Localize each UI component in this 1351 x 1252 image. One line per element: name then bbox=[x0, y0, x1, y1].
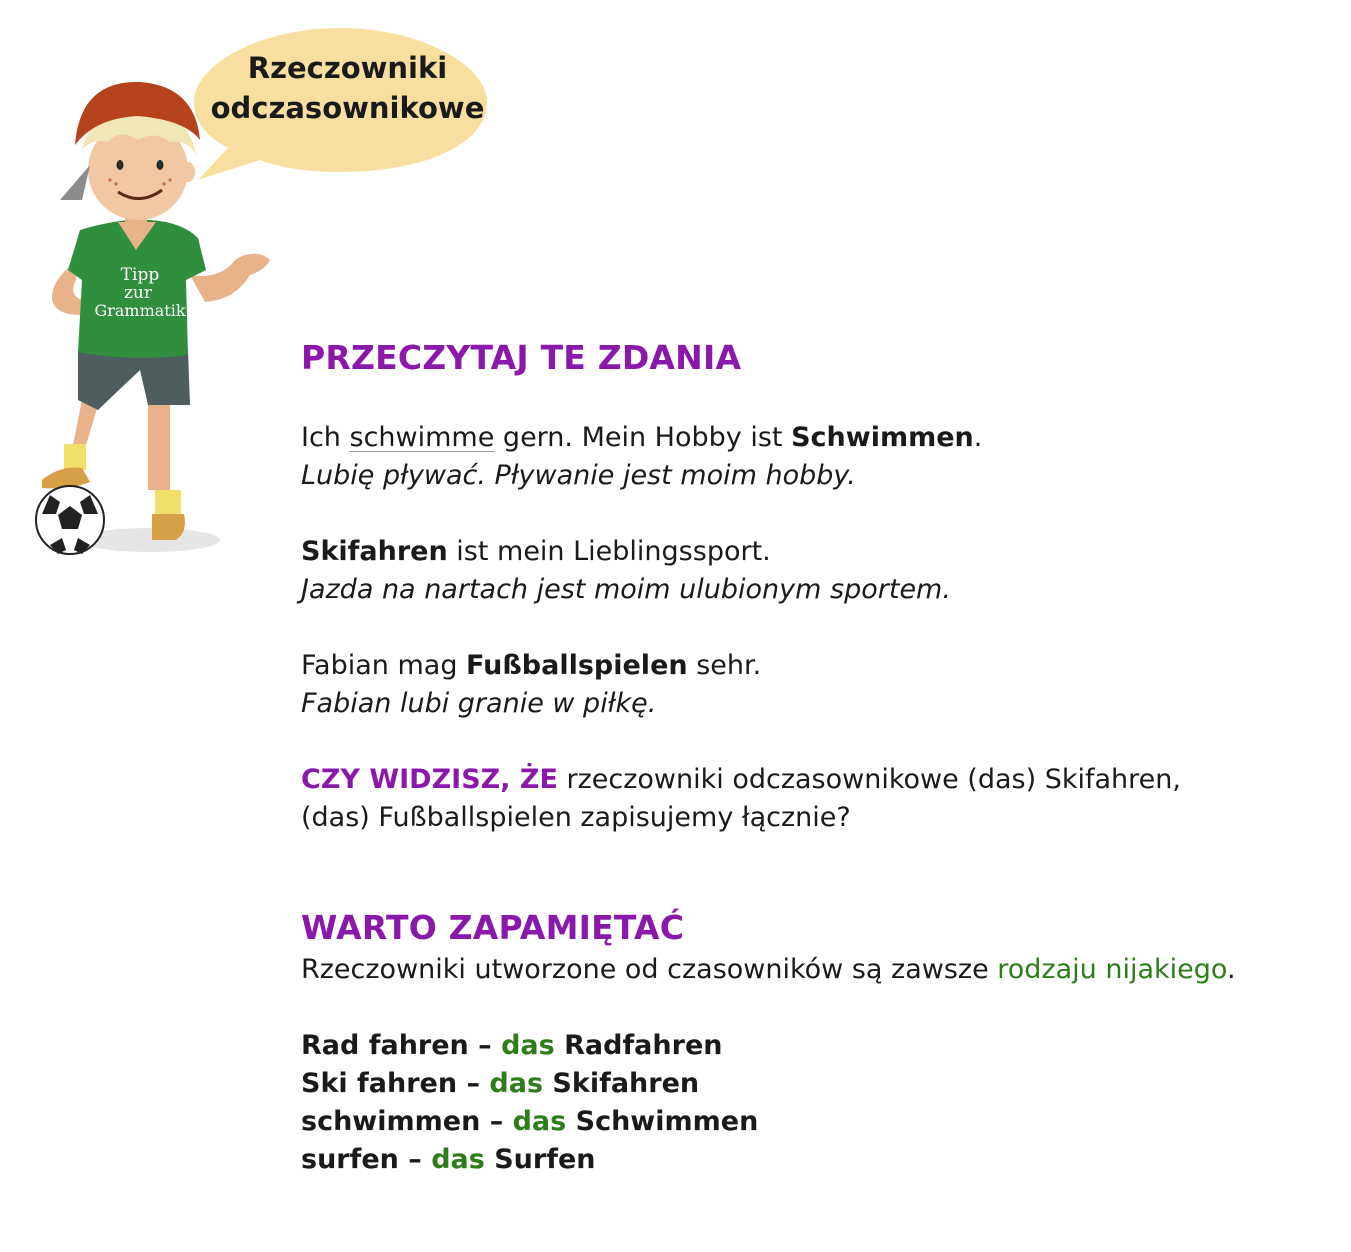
example-1-german: Ich schwimme gern. Mein Hobby ist Schwimmen. bbox=[301, 422, 983, 453]
article-das: das bbox=[431, 1144, 485, 1175]
bold-noun: Schwimmen bbox=[791, 422, 974, 453]
rule-pair-4: surfen – das Surfen bbox=[301, 1144, 596, 1175]
section-heading-read: PRZECZYTAJ TE ZDANIA bbox=[301, 338, 742, 377]
bold-noun: Skifahren bbox=[301, 536, 448, 567]
example-2-german: Skifahren ist mein Lieblingssport. bbox=[301, 536, 771, 567]
question-highlight: CZY WIDZISZ, ŻE bbox=[301, 764, 558, 795]
shirt-text-3: Grammatik bbox=[94, 301, 186, 320]
example-3-polish: Fabian lubi granie w piłkę. bbox=[301, 688, 657, 719]
rule-pair-2: Ski fahren – das Skifahren bbox=[301, 1068, 700, 1099]
article-das: das bbox=[512, 1106, 567, 1137]
article-das: das bbox=[501, 1030, 555, 1061]
bubble-line-2: odczasownikowe bbox=[210, 91, 485, 125]
example-3-german: Fabian mag Fußballspielen sehr. bbox=[301, 650, 762, 681]
bold-noun: Fußballspielen bbox=[466, 650, 688, 681]
rule-sentence: Rzeczowniki utworzone od czasowników są zawsze rodzaju nijakiego. bbox=[301, 954, 1236, 985]
shirt-text-1: Tipp bbox=[120, 265, 160, 285]
section-heading-remember: WARTO ZAPAMIĘTAĆ bbox=[301, 908, 685, 947]
shirt-text-2: zur bbox=[123, 283, 153, 303]
underlined-verb: schwimme bbox=[349, 422, 495, 453]
neuter-gender-highlight: rodzaju nijakiego bbox=[997, 954, 1227, 985]
mascot-boy-illustration bbox=[20, 70, 290, 570]
rule-pair-1: Rad fahren – das Radfahren bbox=[301, 1030, 723, 1061]
question-line-2: (das) Fußballspielen zapisujemy łącznie? bbox=[301, 802, 851, 833]
article-das: das bbox=[489, 1068, 544, 1099]
example-2-polish: Jazda na nartach jest moim ulubionym sportem. bbox=[301, 574, 951, 605]
example-1-polish: Lubię pływać. Pływanie jest moim hobby. bbox=[301, 460, 856, 491]
rule-pair-3: schwimmen – das Schwimmen bbox=[301, 1106, 759, 1137]
question-line-1: CZY WIDZISZ, ŻE rzeczowniki odczasownikowe (das) Skifahren, bbox=[301, 764, 1181, 795]
bubble-line-1: Rzeczowniki bbox=[247, 51, 448, 85]
